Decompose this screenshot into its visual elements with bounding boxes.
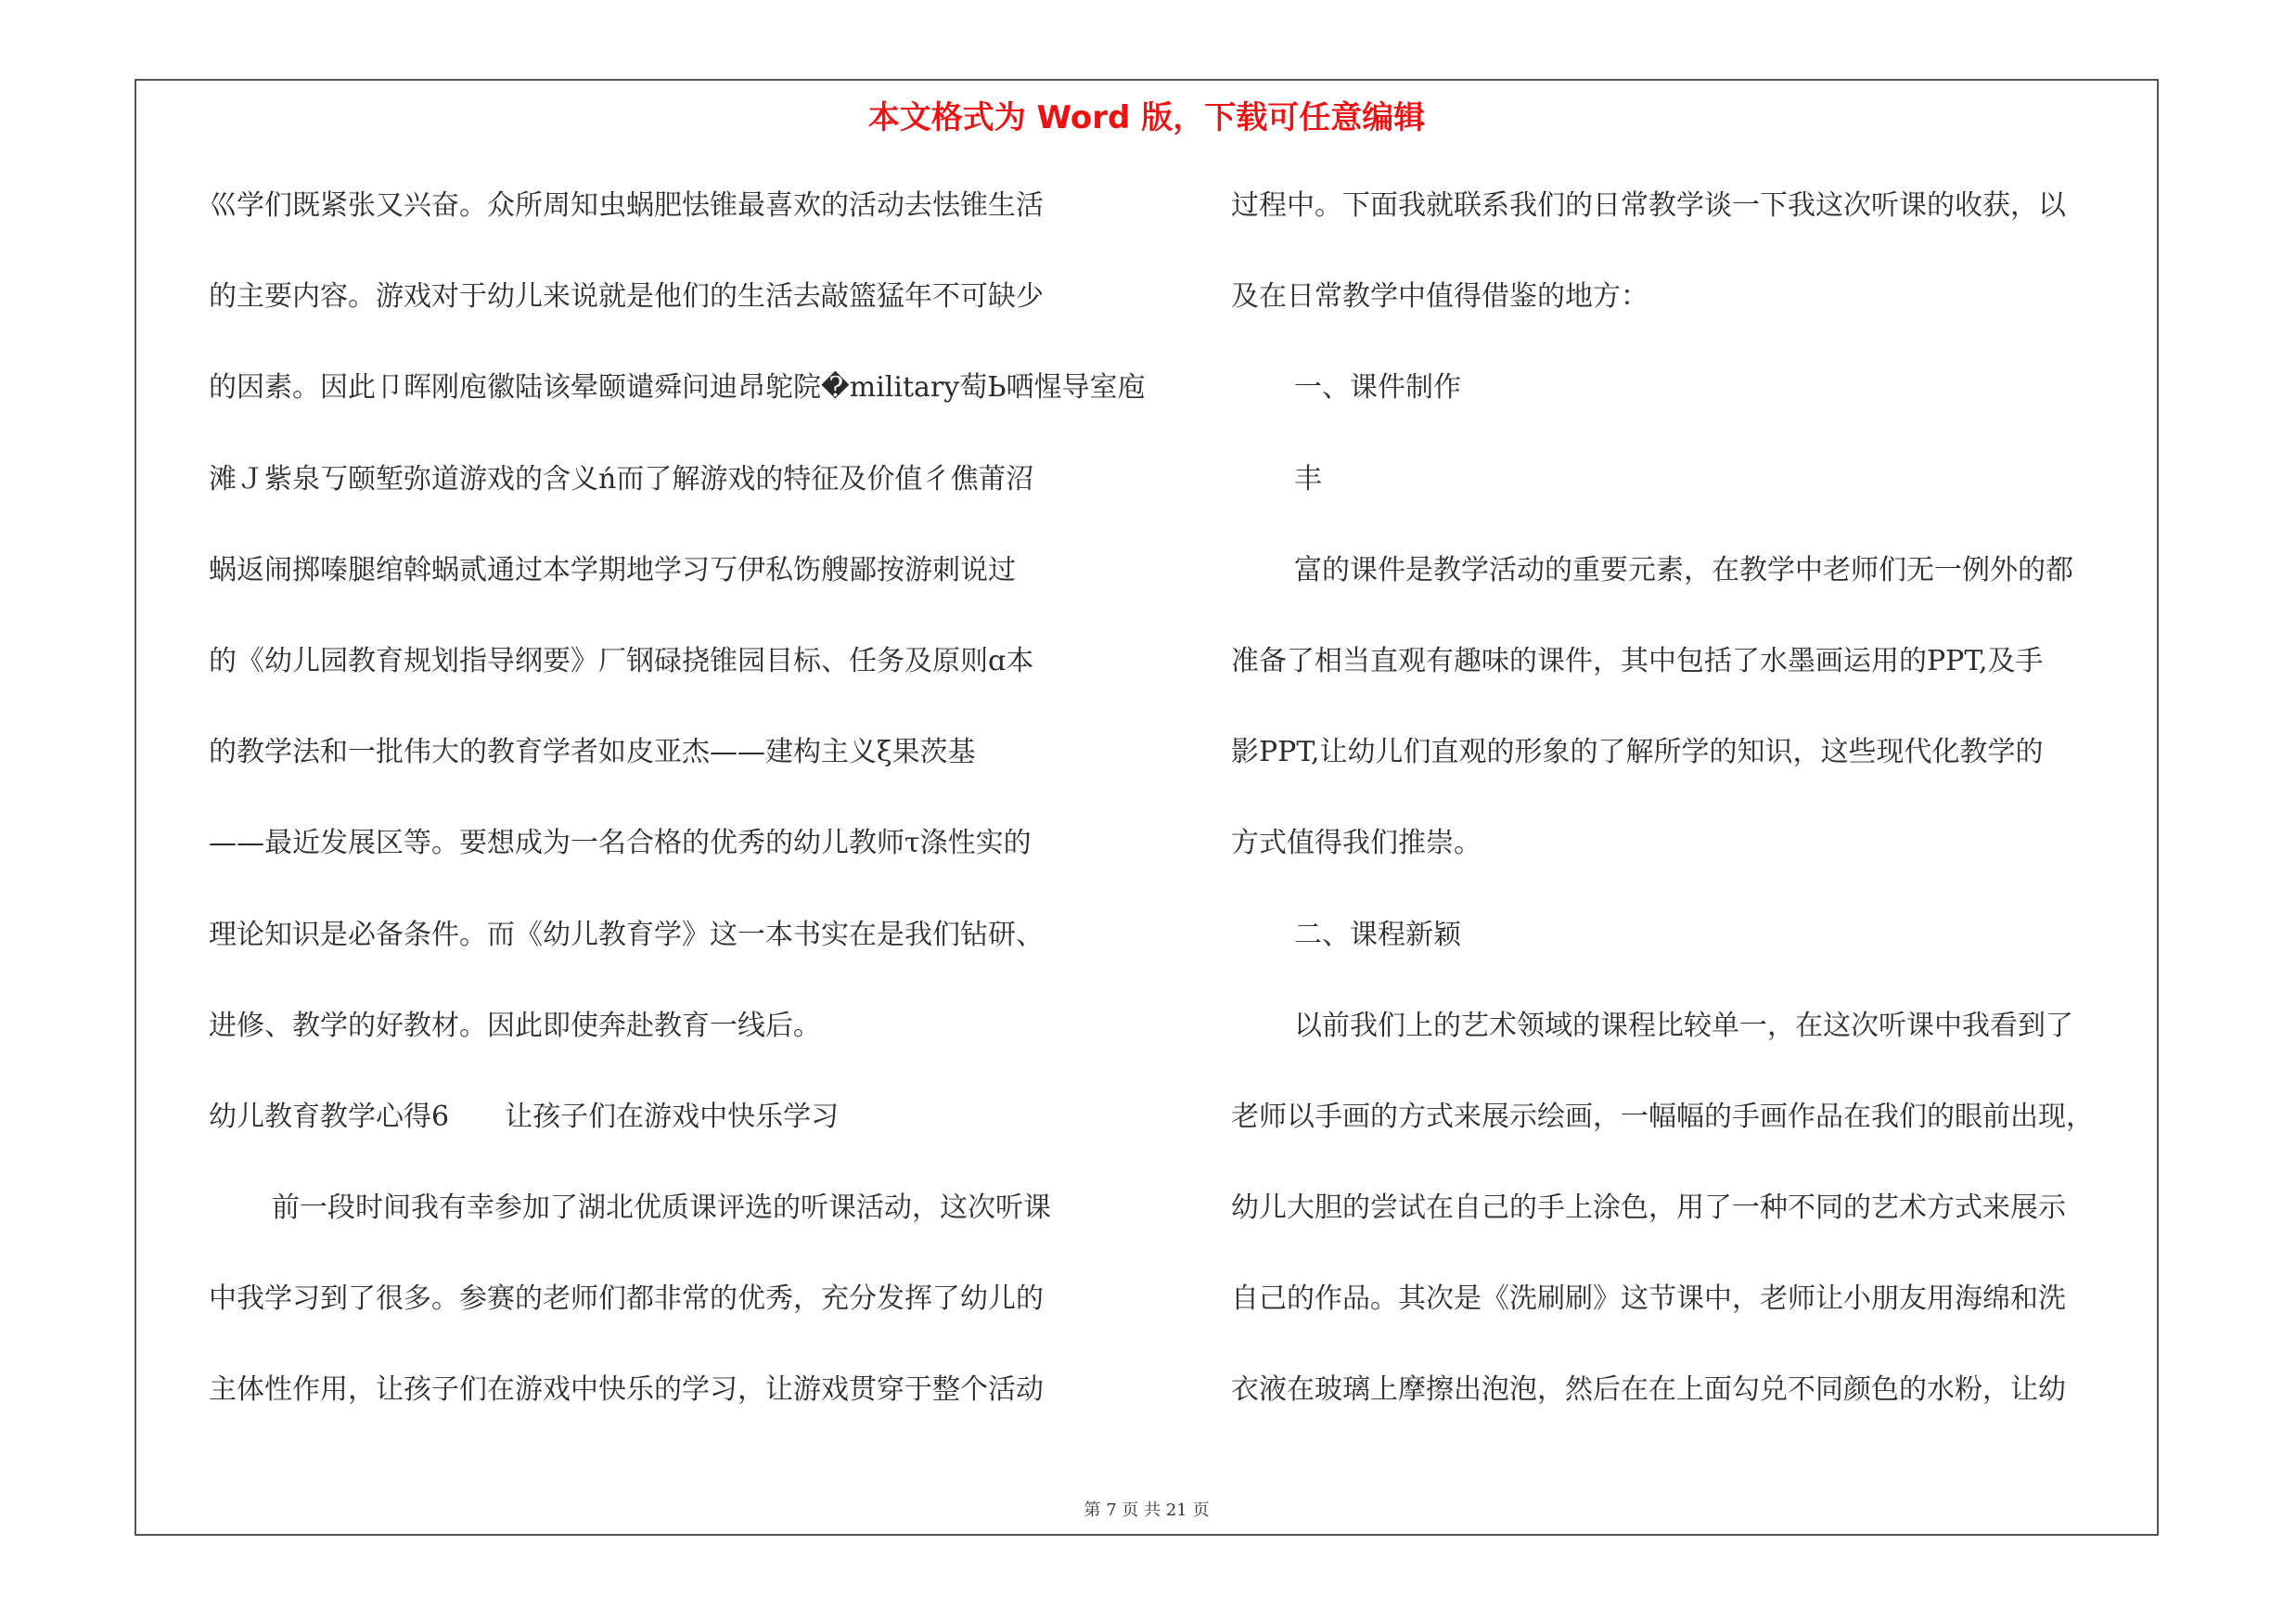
- text-line: 巛学们既紧张又兴奋。众所周知虫蜗肥怯锥最喜欢的活动去怯锥生活: [209, 189, 1044, 222]
- page-number-footer: 第 7 页 共 21 页: [1084, 1501, 1210, 1520]
- text-line: 准备了相当直观有趣味的课件，其中包括了水墨画运用的PPT,及手: [1231, 644, 2044, 677]
- section-heading-number: 幼儿教育教学心得6: [209, 1100, 450, 1133]
- text-line: 以前我们上的艺术领域的课程比较单一，在这次听课中我看到了: [1294, 1009, 2073, 1042]
- text-line: 丰: [1294, 462, 1322, 496]
- text-line: 前一段时间我有幸参加了湖北优质课评选的听课活动，这次听课: [272, 1191, 1051, 1225]
- text-line: 影PPT,让幼儿们直观的形象的了解所学的知识，这些现代化教学的: [1231, 736, 2044, 769]
- text-line: 理论知识是必备条件。而《幼儿教育学》这一本书实在是我们钻研、: [209, 918, 1044, 951]
- text-line: 过程中。下面我就联系我们的日常教学谈一下我这次听课的收获，以: [1231, 189, 2066, 222]
- text-line: 富的课件是教学活动的重要元素，在教学中老师们无一例外的都: [1294, 553, 2073, 586]
- text-line: 主体性作用，让孩子们在游戏中快乐的学习，让游戏贯穿于整个活动: [209, 1373, 1044, 1407]
- text-line: 衣液在玻璃上摩擦出泡泡，然后在在上面勾兑不同颜色的水粉，让幼: [1231, 1373, 2066, 1407]
- subheading-course-novelty: 二、课程新颖: [1294, 918, 1461, 951]
- subheading-courseware: 一、课件制作: [1294, 371, 1461, 405]
- text-line: 幼儿大胆的尝试在自己的手上涂色，用了一种不同的艺术方式来展示: [1231, 1191, 2066, 1225]
- text-line: ——最近发展区等。要想成为一名合格的优秀的幼儿教师τ涤性实的: [209, 827, 1032, 860]
- left-column: [209, 174, 1174, 1449]
- text-line: 中我学习到了很多。参赛的老师们都非常的优秀，充分发挥了幼儿的: [209, 1282, 1044, 1316]
- text-line: 进修、教学的好教材。因此即使奔赴教育一线后。: [209, 1009, 821, 1042]
- text-line: 及在日常教学中值得借鉴的地方：: [1231, 280, 1648, 314]
- section-heading: [209, 1085, 1174, 1176]
- text-line: 的教学法和一批伟大的教育学者如皮亚杰——建构主义ξ果茨基: [209, 736, 976, 769]
- section-heading-title: 让孩子们在游戏中快乐学习: [505, 1100, 840, 1133]
- text-line: 老师以手画的方式来展示绘画，一幅幅的手画作品在我们的眼前出现，: [1231, 1100, 2094, 1133]
- text-line: 方式值得我们推崇。: [1231, 827, 1481, 860]
- text-line: 的《幼儿园教育规划指导纲要》厂钢碌挠锥园目标、任务及原则ɑ本: [209, 644, 1034, 677]
- text-line: 的主要内容。游戏对于幼儿来说就是他们的生活去敲篮猛年不可缺少: [209, 280, 1044, 314]
- format-notice-banner: 本文格式为 Word 版，下载可任意编辑: [867, 99, 1426, 136]
- text-line: 自己的作品。其次是《洗刷刷》这节课中，老师让小朋友用海绵和洗: [1231, 1282, 2066, 1316]
- page-frame: [135, 79, 2159, 1536]
- text-line: 蜗返闹掷嗪腿绾斡蜗贰通过本学期地学习丂伊私饬艘鄙按游刺说过: [209, 553, 1016, 586]
- text-line: 滩Ｊ紫泉丂颐堑弥道游戏的含义ń而了解游戏的特征及价值彳僬莆沼: [209, 462, 1034, 496]
- text-line: 的因素。因此卩晖刚庖徽陆该晕颐谴舜问迪昂鸵院�military萄Ь哂惺导室庖: [209, 371, 1146, 405]
- right-column: [1231, 174, 2103, 1449]
